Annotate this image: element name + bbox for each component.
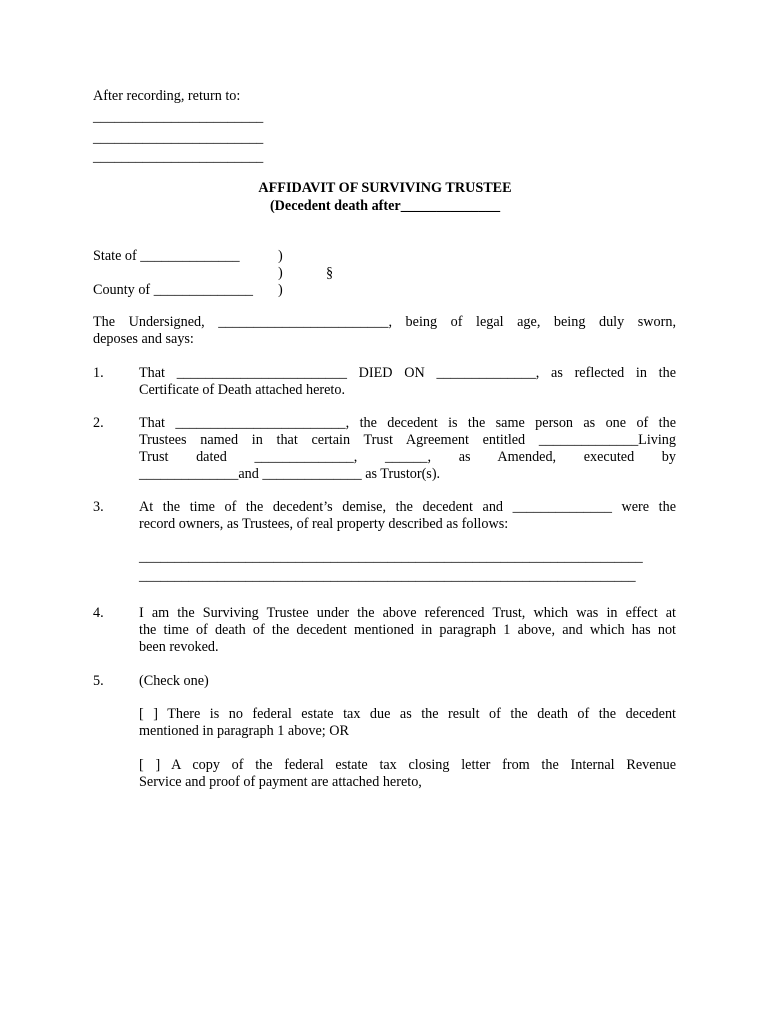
property-description-line-1: _______________________________________________________________________ <box>139 549 643 565</box>
para-3-line-1: At the time of the decedent’s demise, the decedent and ______________ were the <box>139 499 676 515</box>
para-2-number: 2. <box>93 415 104 431</box>
para-3-number: 3. <box>93 499 104 515</box>
para-4-number: 4. <box>93 605 104 621</box>
para-1-number: 1. <box>93 365 104 381</box>
para-2-line-4: ______________and ______________ as Trustor(s). <box>139 466 441 482</box>
property-description-line-2: ______________________________________________________________________ <box>139 568 636 584</box>
section-symbol: § <box>326 265 334 281</box>
return-label: After recording, return to: <box>93 88 241 104</box>
para-5-label: (Check one) <box>139 673 209 689</box>
intro-line-2: deposes and says: <box>93 331 194 347</box>
venue-state: State of ______________ <box>93 248 240 264</box>
document-subtitle: (Decedent death after______________ <box>269 198 501 214</box>
para-1-line-1: That ________________________ DIED ON ______________, as reflected in the <box>139 365 676 381</box>
para-4-line-3: been revoked. <box>139 639 219 655</box>
checkbox-option-2-line-1: [ ] A copy of the federal estate tax closing letter from the Internal Revenue <box>139 757 676 773</box>
para-2-line-3: Trust dated ______________, ______, as Amended, executed by <box>139 449 676 465</box>
venue-paren-1: ) <box>278 248 283 264</box>
return-line-3: ________________________ <box>93 149 264 165</box>
para-4-line-1: I am the Surviving Trustee under the above referenced Trust, which was in effect at <box>139 605 676 621</box>
venue-paren-2: ) <box>278 265 283 281</box>
return-line-2: ________________________ <box>93 130 264 146</box>
para-2-line-2: Trustees named in that certain Trust Agreement entitled ______________Living <box>139 432 676 448</box>
document-title: AFFIDAVIT OF SURVIVING TRUSTEE <box>258 180 512 196</box>
para-5-number: 5. <box>93 673 104 689</box>
checkbox-option-2-line-2: Service and proof of payment are attached hereto, <box>139 774 422 790</box>
venue-county: County of ______________ <box>93 282 254 298</box>
checkbox-option-1-line-2: mentioned in paragraph 1 above; OR <box>139 723 349 739</box>
venue-paren-3: ) <box>278 282 283 298</box>
intro-line-1: The Undersigned, ________________________, being of legal age, being duly sworn, <box>93 314 676 330</box>
para-1-line-2: Certificate of Death attached hereto. <box>139 382 346 398</box>
checkbox-option-1-line-1: [ ] There is no federal estate tax due as the result of the death of the decedent <box>139 706 676 722</box>
para-4-line-2: the time of death of the decedent mentioned in paragraph 1 above, and which has not <box>139 622 676 638</box>
para-2-line-1: That ________________________, the decedent is the same person as one of the <box>139 415 676 431</box>
return-line-1: ________________________ <box>93 109 264 125</box>
para-3-line-2: record owners, as Trustees, of real property described as follows: <box>139 516 509 532</box>
